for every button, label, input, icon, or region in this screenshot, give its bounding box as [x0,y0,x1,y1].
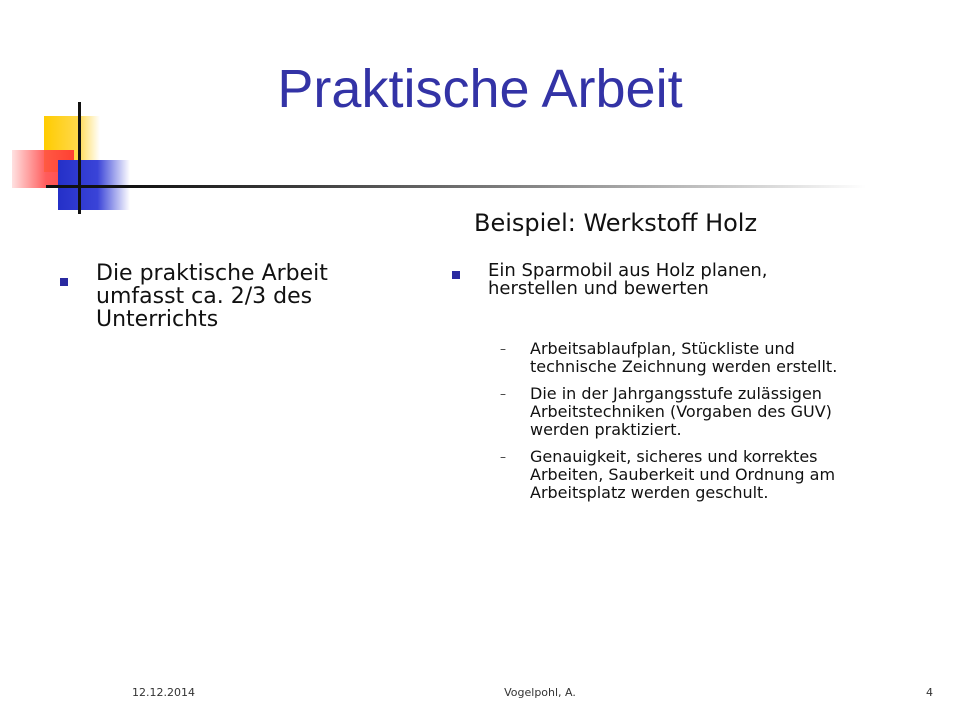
square-bullet-icon [452,271,460,279]
dash-bullet-icon: – [500,450,506,464]
right-bullet-line: Ein Sparmobil aus Holz planen, [488,260,768,281]
sub-bullet-item [500,340,920,376]
slide-subtitle: Beispiel: Werkstoff Holz [474,209,758,237]
slide-title: Praktische Arbeit [277,59,683,119]
footer-author: Vogelpohl, A. [504,686,576,699]
logo-vertical-line [78,102,81,214]
right-bullet-line: herstellen und bewerten [488,278,709,299]
sub-bullet-line: Arbeitstechniken (Vorgaben des GUV) [530,402,832,421]
footer-page-number: 4 [926,686,933,699]
sub-bullet-line: werden praktiziert. [530,420,682,439]
left-bullet-line: umfasst ca. 2/3 des [96,284,313,309]
sub-bullet-list [500,340,920,511]
sub-bullet-line: Arbeitsplatz werden geschult. [530,483,769,502]
title-underline [46,185,866,188]
dash-bullet-icon: – [500,342,506,356]
sub-bullet-line: Die in der Jahrgangsstufe zulässigen [530,384,822,403]
sub-bullet-item [500,448,920,502]
left-bullet-line: Unterrichts [96,307,219,332]
footer-date: 12.12.2014 [132,686,195,699]
right-bullet-text [488,262,922,298]
left-bullet-text [96,262,400,331]
sub-bullet-line: technische Zeichnung werden erstellt. [530,357,838,376]
sub-bullet-line: Genauigkeit, sicheres und korrektes [530,447,818,466]
sub-bullet-item [500,385,920,439]
sub-bullet-line: Arbeitsablaufplan, Stückliste und [530,339,795,358]
left-bullet-point [60,262,400,331]
sub-bullet-line: Arbeiten, Sauberkeit und Ordnung am [530,465,836,484]
left-bullet-line: Die praktische Arbeit [96,261,328,286]
dash-bullet-icon: – [500,387,506,401]
square-bullet-icon [60,278,68,286]
right-bullet-point [452,262,922,298]
